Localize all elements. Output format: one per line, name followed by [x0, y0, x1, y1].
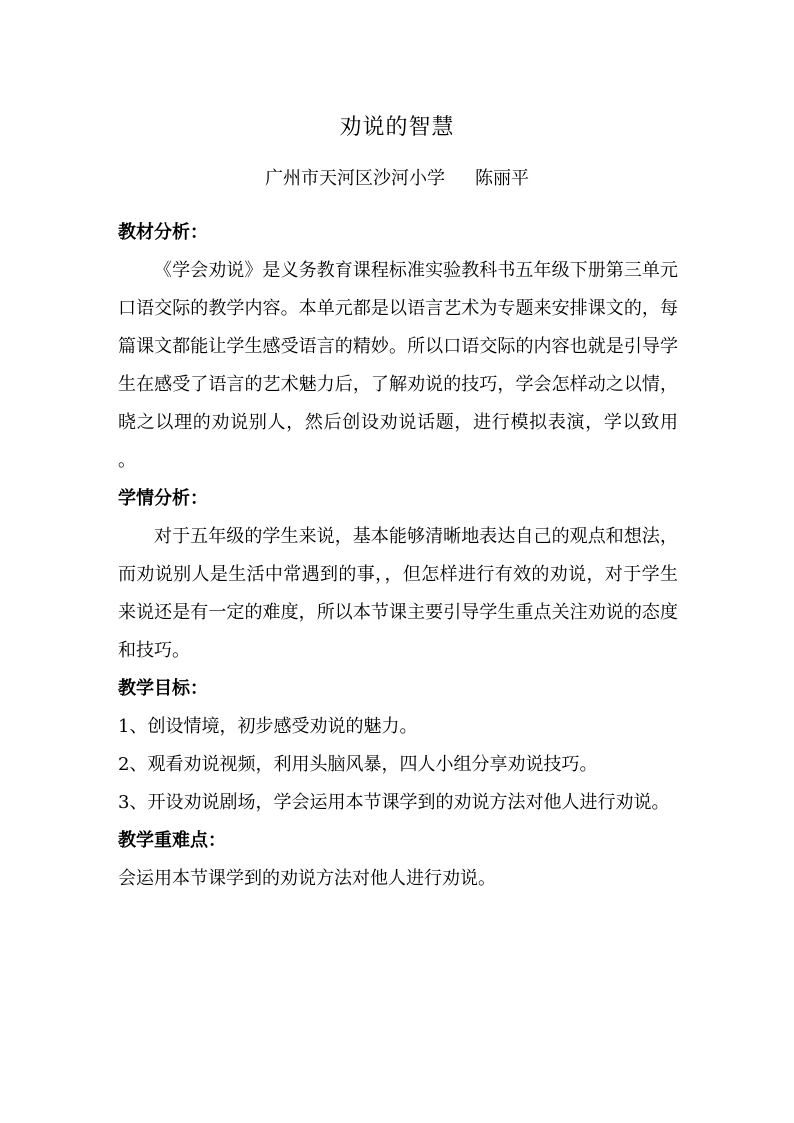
author-byline	[0, 166, 794, 192]
section-key-difficulties	[118, 822, 678, 898]
goal-item: 2、观看劝说视频，利用头脑风暴，四人小组分享劝说技巧。	[118, 754, 598, 775]
section-heading: 教学重难点：	[118, 830, 226, 851]
goal-item: 1、创设情境，初步感受劝说的魅力。	[118, 716, 418, 737]
section-heading: 教学目标：	[118, 678, 208, 699]
section-student-analysis	[118, 480, 678, 670]
document-body	[118, 214, 678, 898]
section-text: 会运用本节课学到的劝说方法对他人进行劝说。	[118, 868, 496, 889]
section-paragraph: 《学会劝说》是义务教育课程标准实验教科书五年级下册第三单元口语交际的教学内容。本单元都是以语言艺术为专题来安排课文的，每篇课文都能让学生感受语言的精妙。所以口语交际的内容也就是引导学生在感受了语言的艺术魅力后，了解劝说的技巧，学会怎样动之以情，晓之以理的劝说别人，然后创设劝说话题，进行模拟表演，学以致用 。	[118, 260, 678, 471]
school-name: 广州市天河区沙河小学	[265, 168, 445, 189]
section-teaching-goals	[118, 670, 678, 822]
author-name: 陈丽平	[475, 168, 529, 189]
section-heading: 学情分析：	[118, 488, 208, 509]
section-paragraph: 对于五年级的学生来说，基本能够清晰地表达自己的观点和想法，而劝说别人是生活中常遇到的事，，但怎样进行有效的劝说，对于学生来说还是有一定的难度，所以本节课主要引导学生重点关注劝说的态度和技巧。	[118, 526, 678, 661]
section-material-analysis	[118, 214, 678, 480]
section-heading: 教材分析：	[118, 222, 208, 243]
goal-item: 3、开设劝说剧场，学会运用本节课学到的劝说方法对他人进行劝说。	[118, 792, 670, 813]
document-title: 劝说的智慧	[339, 115, 455, 140]
